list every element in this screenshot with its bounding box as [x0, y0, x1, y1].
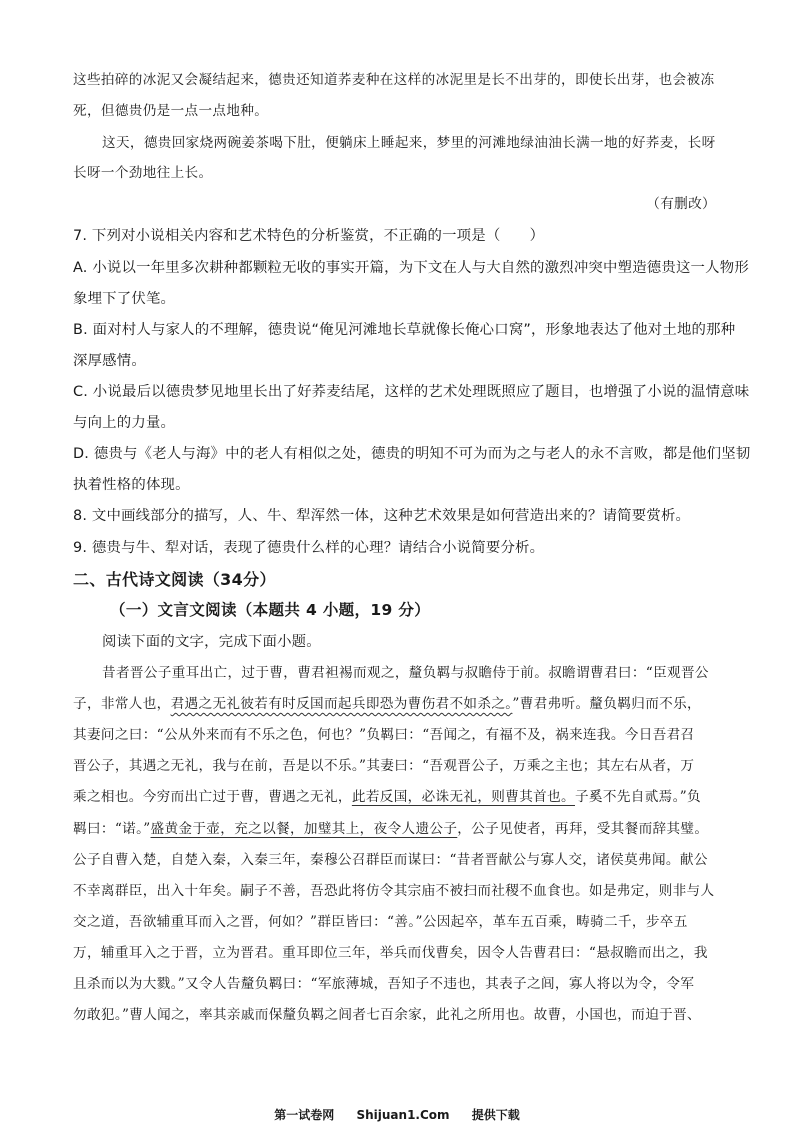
classical-text: ”曹君弗听。釐负羁归而不乐，: [512, 696, 701, 712]
classical-line: 交之道，吾欲辅重耳而入之晋，何如？”群臣皆曰：“善。”公因起卒，革车五百乘，畴骑二千，步卒五: [73, 914, 688, 930]
page-footer: [0, 1106, 794, 1123]
source-note: （有删改）: [646, 196, 716, 212]
underlined-sentence: 此若反国，必诛无礼，则曹其首也。: [351, 789, 575, 805]
classical-line: [73, 817, 723, 837]
footer-download: 提供下载: [471, 1108, 520, 1122]
option-a: A. 小说以一年里多次耕种都颗粒无收的事实开篇，为下文在人与大自然的激烈冲突中塑造德贵这一人物形: [73, 260, 749, 276]
classical-line: 其妻问之曰：“公从外来而有不乐之色，何也？”负羁曰：“吾闻之，有福不及，祸来连我。今日吾君召: [73, 727, 695, 743]
passage-line: 长呀一个劲地往上长。: [73, 165, 213, 181]
section-subtitle: （一）文言文阅读（本题共 4 小题，19 分）: [110, 601, 431, 619]
classical-line: 晋公子，其遇之无礼，我与在前，吾是以不乐。”其妻曰：“吾观晋公子，万乘之主也；其左右从者，万: [73, 758, 695, 774]
classical-line: 且杀而以为大戮。”又令人告釐负羁曰：“军旅薄城，吾知子不违也，其表子之闾，寡人将以为令，令军: [73, 976, 695, 992]
classical-text: ，公子见使者，再拜，受其餐而辞其璧。: [457, 821, 709, 837]
wavy-underlined-sentence: 君遇之无礼彼若有时反国而起兵即恐为曹伤君不如杀之。: [170, 696, 513, 712]
classical-text: 羁曰：“诺。”: [73, 821, 151, 837]
option-b: B. 面对村人与家人的不理解，德贵说“俺见河滩地长草就像长俺心口窝”，形象地表达了他对土地的那种: [73, 322, 736, 338]
question-8: 8. 文中画线部分的描写，人、牛、犁浑然一体，这种艺术效果是如何营造出来的？请简要赏析。: [73, 508, 691, 524]
passage-line: 死，但德贵仍是一点一点地种。: [73, 103, 269, 119]
option-d: D. 德贵与《老人与海》中的老人有相似之处，德贵的明知不可为而为之与老人的永不言败，都是他们坚韧: [73, 446, 751, 462]
underlined-sentence: 盛黄金于壶，充之以餐，加璧其上，夜令人遗公子: [150, 821, 458, 837]
classical-line: 不幸离群臣，出入十年矣。嗣子不善，吾恐此将仿令其宗庙不被扫而社稷不血食也。如是弗定，则非与人: [73, 883, 715, 899]
option-c-cont: 与向上的力量。: [73, 415, 176, 431]
classical-text: 子，非常人也，: [73, 696, 171, 712]
option-c: C. 小说最后以德贵梦见地里长出了好荞麦结尾，这样的艺术处理既照应了题目，也增强了小说的温情意味: [73, 384, 750, 400]
question-7-stem: 7. 下列对小说相关内容和艺术特色的分析鉴赏，不正确的一项是（ ）: [73, 228, 545, 244]
classical-text: 乘之相也。今穷而出亡过于曹，曹遇之无礼，: [73, 789, 352, 805]
passage-line: 这些拍碎的冰泥又会凝结起来，德贵还知道荞麦种在这样的冰泥里是长不出芽的，即使长出芽，也会被冻: [73, 72, 715, 88]
classical-line: 万，辅重耳入之于晋，立为晋君。重耳即位三年，举兵而伐曹矣，因令人告曹君曰：“悬叔瞻而出之，我: [73, 945, 708, 961]
passage-line: 这天，德贵回家烧两碗姜茶喝下肚，便躺床上睡起来，梦里的河滩地绿油油长满一地的好荞麦，长呀: [102, 135, 716, 151]
footer-domain-link[interactable]: Shijuan1.Com: [356, 1108, 450, 1122]
question-9: 9. 德贵与牛、犁对话，表现了德贵什么样的心理？请结合小说简要分析。: [73, 540, 545, 556]
classical-text: 子奚不先自贰焉。”负: [574, 789, 701, 805]
classical-line: [73, 692, 723, 712]
classical-line: [73, 785, 723, 805]
option-d-cont: 执着性格的体现。: [73, 477, 190, 493]
option-a-cont: 象埋下了伏笔。: [73, 291, 176, 307]
classical-line: 公子自曹入楚，自楚入秦，入秦三年，秦穆公召群臣而谋曰：“昔者晋献公与寡人交，诸侯莫弗闻。献公: [73, 852, 708, 868]
section-title: 二、古代诗文阅读（34分）: [73, 570, 276, 589]
option-b-cont: 深厚感情。: [73, 353, 146, 369]
classical-line: 昔者晋公子重耳出亡，过于曹，曹君袒裼而观之，釐负羁与叔瞻侍于前。叔瞻谓曹君曰：“臣观晋公: [102, 665, 709, 681]
footer-site-name: 第一试卷网: [274, 1108, 335, 1122]
classical-line: 勿敢犯。”曹人闻之，率其亲戚而保釐负羁之闾者七百余家，此礼之所用也。故曹，小国也，而迫于晋、: [73, 1007, 701, 1023]
instruction: 阅读下面的文字，完成下面小题。: [102, 634, 321, 650]
